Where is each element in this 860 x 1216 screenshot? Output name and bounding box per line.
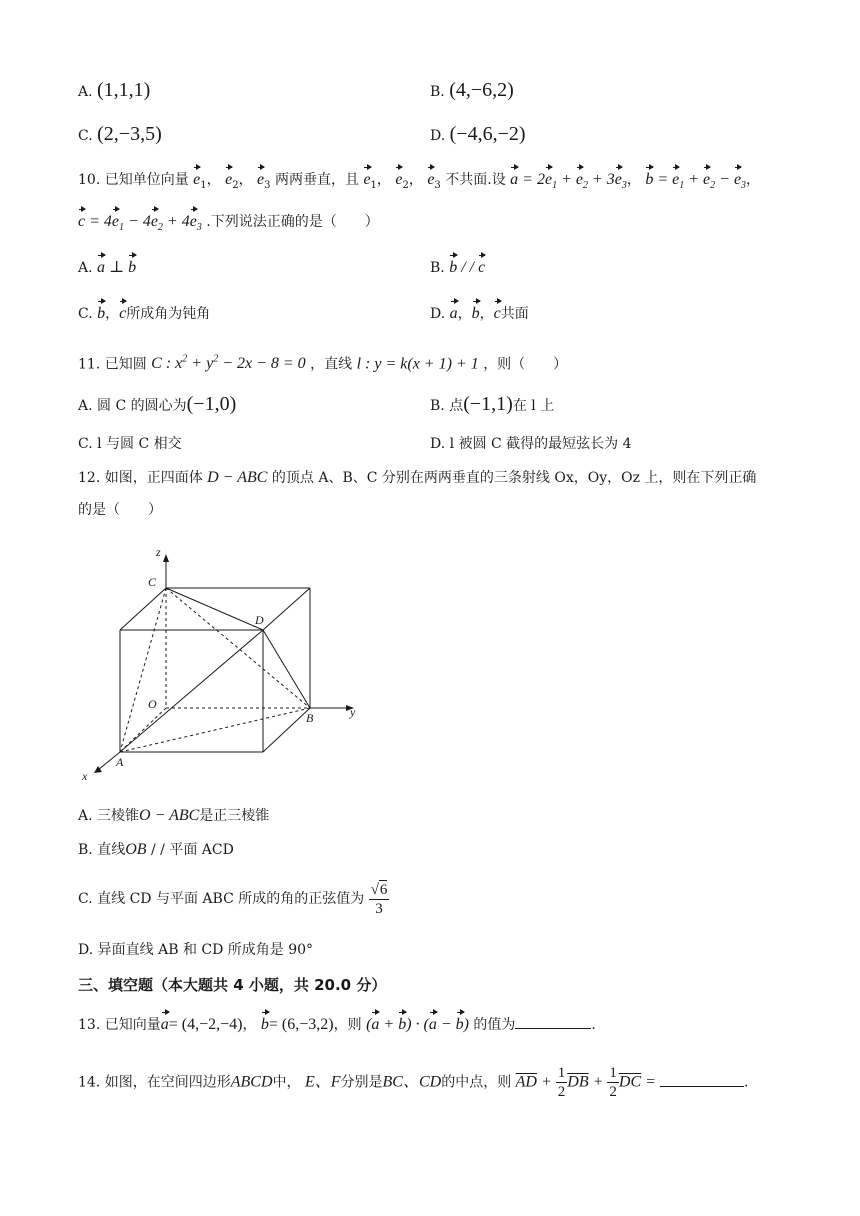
tetra-edge-cb bbox=[166, 588, 310, 708]
label-d: D bbox=[255, 613, 264, 627]
q13-answer-blank[interactable] bbox=[515, 1014, 591, 1029]
q9-option-c[interactable]: C. (2,−3,5) bbox=[78, 123, 162, 145]
q10-vector-c-def: $c = 4e_1 - 4e_2 + 4e_3$ bbox=[78, 213, 202, 234]
section-3-title: 三、填空题（本大题共 4 小题，共 20.0 分） bbox=[78, 976, 387, 994]
q14-stem: 14. 如图，在空间四边形ABCD中， E、F分别是BC、CD的中点，则 $\overline{AD}$ + $\frac{1}{2}$ $\overline{DB}$ + $\frac{1}{2}$ $\overline{DC}$ = . bbox=[78, 1065, 749, 1100]
q9-option-d[interactable]: D. (−4,6,−2) bbox=[430, 123, 526, 145]
label-a: A bbox=[116, 755, 124, 769]
q10-stem-line1: 10. 已知单位向量 $e_1$， $e_2$， $e_3$ 两两垂直，且 $e_1$， $e_2$， $e_3$ 不共面.设 $a = 2e_1 + e_2 + 3e_3$， $b = e_1 + e_2 - e_3$， bbox=[78, 171, 761, 192]
q13-stem: 13. 已知向量a= (4,−2,−4)， b= (6,−3,2)，则 (a + b) · (a − b) 的值为 . bbox=[78, 1016, 596, 1033]
q9-option-b[interactable]: B. (4,−6,2) bbox=[430, 79, 514, 101]
q10-stem-line2: $c = 4e_1 - 4e_2 + 4e_3$ .下列说法正确的是（ ） bbox=[78, 213, 379, 234]
q12-stem-line2: 的是（ ） bbox=[78, 502, 162, 518]
q10-vector-a-def: $a = 2e_1 + e_2 + 3e_3$ bbox=[510, 171, 627, 192]
q12-figure-cube bbox=[78, 540, 368, 790]
q12-option-c[interactable]: C. 直线 CD 与平面 ABC 所成的角的正弦值为 $\frac{√6}{3}$ bbox=[78, 882, 388, 917]
q12-stem-line1: 12. 如图，正四面体 D − ABC 的顶点 A、B、C 分别在两两垂直的三条射线 Ox，Oy，Oz 上，则在下列正确 bbox=[78, 469, 757, 486]
q12-option-a[interactable]: A. 三棱锥O − ABC是正三棱锥 bbox=[78, 807, 270, 824]
q14-answer-blank[interactable] bbox=[660, 1072, 744, 1087]
q11-option-c[interactable]: C. l 与圆 C 相交 bbox=[78, 436, 182, 452]
q10-option-b[interactable]: B. b / / c bbox=[430, 259, 486, 276]
tetra-edge-cd bbox=[166, 588, 263, 630]
cube-edge bbox=[120, 588, 166, 630]
q11-option-b[interactable]: B. 点(−1,1)在 l 上 bbox=[430, 393, 555, 415]
label-b: B bbox=[306, 711, 314, 725]
q10-option-d[interactable]: D. a，b，c共面 bbox=[430, 305, 529, 322]
q11-stem: 11. 已知圆 C : $x^2 + y^2 - 2x - 8 = 0$ ，直线 l : y = k(x + 1) + 1 ，则（ ） bbox=[78, 354, 568, 373]
q11-circle-equation: C : $x^2 + y^2 - 2x - 8 = 0$ bbox=[151, 354, 306, 373]
q9-option-a-value: (1,1,1) bbox=[97, 79, 151, 101]
q11-line-equation: l : y = k(x + 1) + 1 bbox=[356, 355, 479, 373]
label-o: O bbox=[148, 697, 157, 711]
q11-option-a[interactable]: A. 圆 C 的圆心为(−1,0) bbox=[78, 393, 237, 415]
label-x: x bbox=[82, 769, 88, 783]
q10-option-c[interactable]: C. b，c所成角为钝角 bbox=[78, 305, 211, 322]
q11-option-d[interactable]: D. l 被圆 C 截得的最短弦长为 4 bbox=[430, 436, 632, 452]
axis-z-arrowhead bbox=[163, 554, 169, 562]
cube-edge bbox=[263, 708, 310, 752]
cube-hidden-edge-oa bbox=[120, 708, 166, 752]
tetra-edge-ca bbox=[120, 588, 166, 752]
label-y: y bbox=[350, 705, 356, 719]
q9-option-c-value: (2,−3,5) bbox=[97, 123, 162, 145]
q10-option-a[interactable]: A. a ⊥ b bbox=[78, 259, 137, 276]
axis-x-arrowhead bbox=[94, 766, 102, 773]
q9-option-d-value: (−4,6,−2) bbox=[449, 123, 526, 145]
q10-vector-b-def: $b = e_1 + e_2 - e_3$ bbox=[645, 171, 747, 192]
q12-option-c-fraction: $\frac{√6}{3}$ bbox=[370, 882, 388, 917]
q12-option-b[interactable]: B. 直线OB / / 平面 ACD bbox=[78, 841, 234, 858]
tetra-edge-ad bbox=[120, 630, 263, 752]
tetra-edge-db bbox=[263, 630, 310, 708]
label-z: z bbox=[156, 545, 161, 559]
tetra-edge-ab bbox=[120, 708, 310, 752]
label-c: C bbox=[148, 575, 157, 589]
cube-edge bbox=[263, 588, 310, 630]
q9-option-a[interactable]: A. (1,1,1) bbox=[78, 79, 151, 101]
q12-option-d[interactable]: D. 异面直线 AB 和 CD 所成角是 90° bbox=[78, 942, 314, 958]
q9-option-b-value: (4,−6,2) bbox=[449, 79, 514, 101]
